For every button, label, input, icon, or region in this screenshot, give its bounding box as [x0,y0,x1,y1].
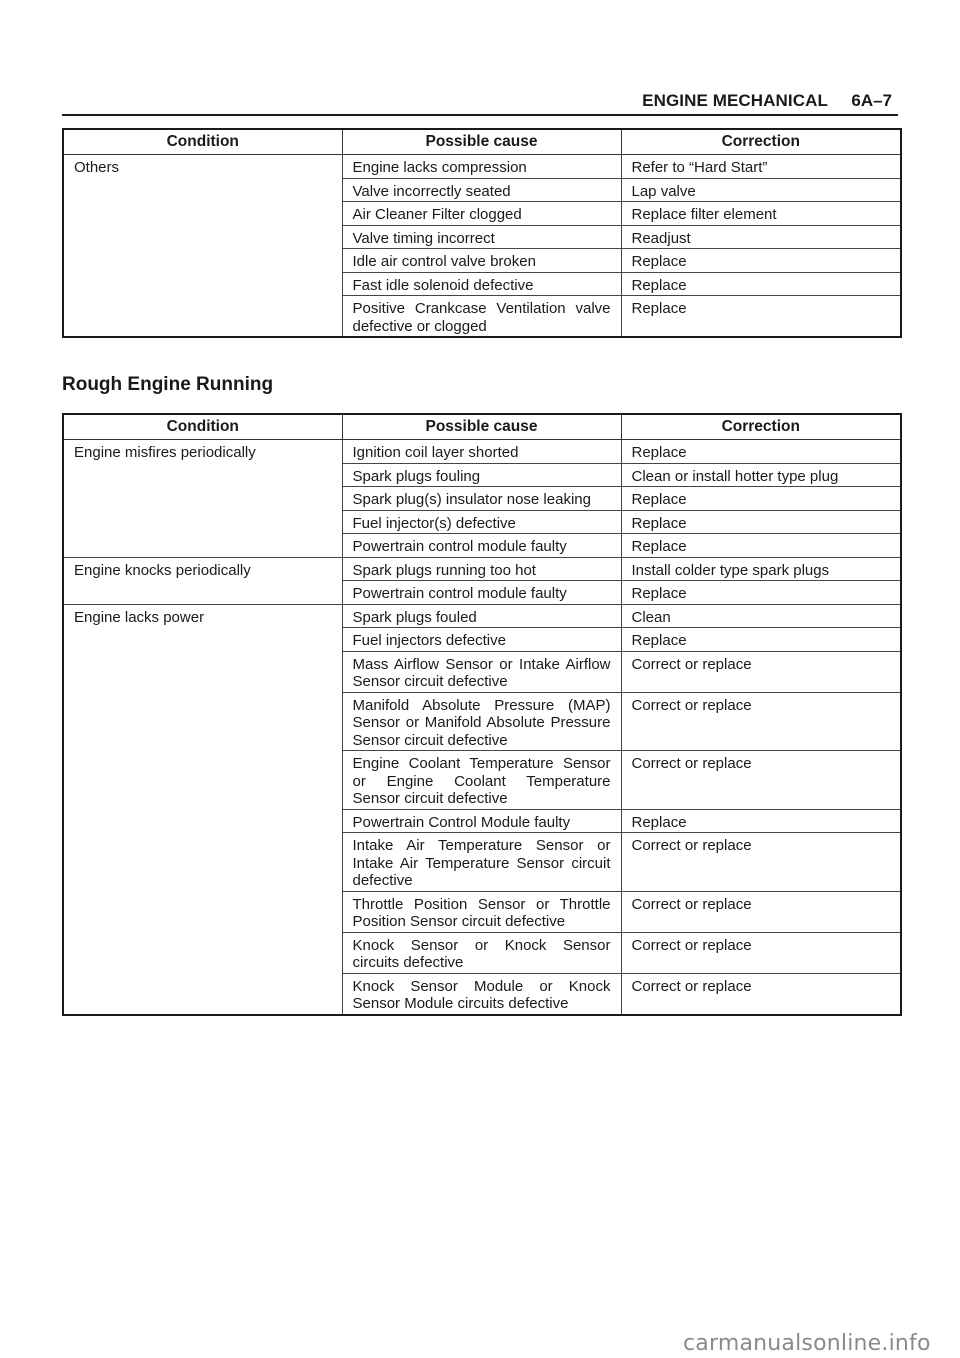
correction-cell: Lap valve [621,178,901,202]
table-row [63,604,901,628]
column-header-correction: Correction [621,129,901,155]
table-body [63,155,901,338]
correction-cell: Readjust [621,225,901,249]
page-number: 6A–7 [851,91,892,110]
column-header-possible-cause: Possible cause [342,414,621,440]
possible-cause-cell: Spark plugs running too hot [342,557,621,581]
possible-cause-cell: Fuel injector(s) defective [342,510,621,534]
column-header-condition: Condition [63,414,342,440]
possible-cause-cell: Knock Sensor Module or Knock Sensor Module circuits defective [342,973,621,1015]
correction-cell: Clean [621,604,901,628]
possible-cause-cell: Knock Sensor or Knock Sensor circuits defective [342,932,621,973]
possible-cause-cell: Spark plug(s) insulator nose leaking [342,487,621,511]
possible-cause-cell: Engine lacks compression [342,155,621,179]
correction-cell: Correct or replace [621,891,901,932]
possible-cause-cell: Spark plugs fouled [342,604,621,628]
possible-cause-cell: Fast idle solenoid defective [342,272,621,296]
header-title: ENGINE MECHANICAL [642,91,828,110]
table-header-row [63,414,901,440]
correction-cell: Correct or replace [621,932,901,973]
correction-cell: Replace [621,272,901,296]
correction-cell: Replace filter element [621,202,901,226]
column-header-correction: Correction [621,414,901,440]
possible-cause-cell: Fuel injectors defective [342,628,621,652]
correction-cell: Replace [621,581,901,605]
possible-cause-cell: Throttle Position Sensor or Throttle Position Sensor circuit defective [342,891,621,932]
column-header-condition: Condition [63,129,342,155]
possible-cause-cell: Engine Coolant Temperature Sensor or Engine Coolant Temperature Sensor circuit defective [342,751,621,810]
column-header-possible-cause: Possible cause [342,129,621,155]
correction-cell: Correct or replace [621,692,901,751]
possible-cause-cell: Idle air control valve broken [342,249,621,273]
possible-cause-cell: Positive Crankcase Ventilation valve defective or clogged [342,296,621,338]
correction-cell: Correct or replace [621,833,901,892]
correction-cell: Replace [621,628,901,652]
correction-cell: Replace [621,296,901,338]
watermark: carmanualsonline.info [683,1331,931,1356]
correction-cell: Refer to “Hard Start” [621,155,901,179]
possible-cause-cell: Ignition coil layer shorted [342,440,621,464]
section-title: Rough Engine Running [62,374,274,395]
possible-cause-cell: Valve incorrectly seated [342,178,621,202]
correction-cell: Correct or replace [621,751,901,810]
page-header [62,90,898,116]
possible-cause-cell: Intake Air Temperature Sensor or Intake Air Temperature Sensor circuit defective [342,833,621,892]
table-row [63,557,901,581]
correction-cell: Replace [621,487,901,511]
condition-cell: Engine misfires periodically [63,440,342,558]
possible-cause-cell: Powertrain control module faulty [342,534,621,558]
possible-cause-cell: Powertrain control module faulty [342,581,621,605]
correction-cell: Replace [621,249,901,273]
possible-cause-cell: Manifold Absolute Pressure (MAP) Sensor or Manifold Absolute Pressure Sensor circuit defective [342,692,621,751]
troubleshooting-table-others [62,128,902,338]
possible-cause-cell: Air Cleaner Filter clogged [342,202,621,226]
table-header-row [63,129,901,155]
correction-cell: Replace [621,510,901,534]
table-row [63,155,901,179]
correction-cell: Correct or replace [621,973,901,1015]
condition-cell: Engine lacks power [63,604,342,1015]
troubleshooting-table-rough-engine-running [62,413,902,1016]
possible-cause-cell: Valve timing incorrect [342,225,621,249]
correction-cell: Correct or replace [621,651,901,692]
condition-cell: Engine knocks periodically [63,557,342,604]
possible-cause-cell: Spark plugs fouling [342,463,621,487]
table-body [63,440,901,1015]
possible-cause-cell: Powertrain Control Module faulty [342,809,621,833]
correction-cell: Replace [621,534,901,558]
correction-cell: Clean or install hotter type plug [621,463,901,487]
condition-cell: Others [63,155,342,338]
table-row [63,440,901,464]
correction-cell: Replace [621,440,901,464]
correction-cell: Replace [621,809,901,833]
possible-cause-cell: Mass Airflow Sensor or Intake Airflow Sensor circuit defective [342,651,621,692]
correction-cell: Install colder type spark plugs [621,557,901,581]
